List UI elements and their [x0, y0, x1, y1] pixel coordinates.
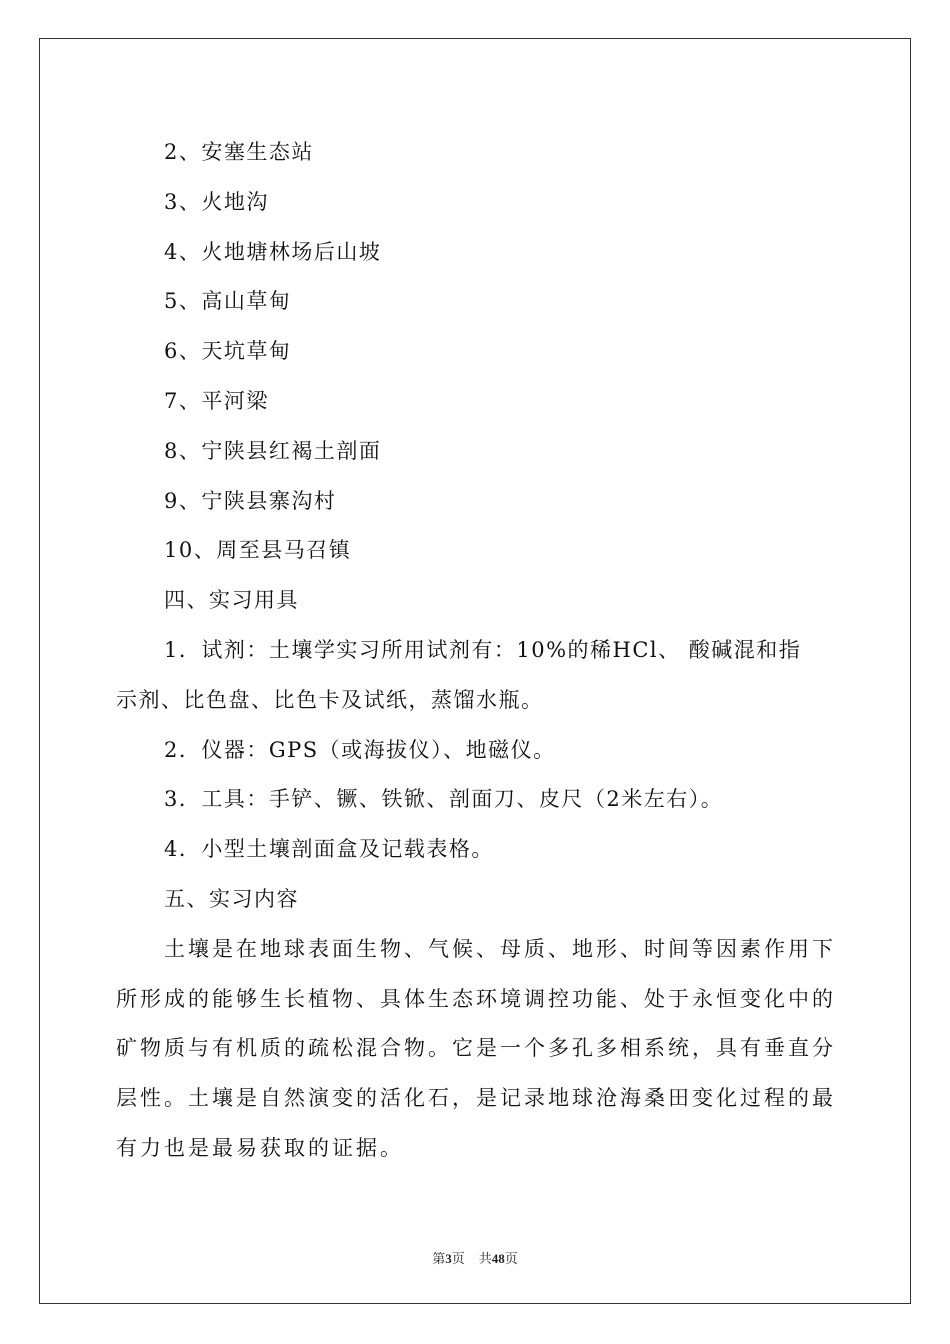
paragraph-line: 有力也是最易获取的证据。 [116, 1135, 404, 1160]
footer-total-prefix: 共 [478, 1251, 492, 1266]
tools-item-reagents: 1．试剂：土壤学实习所用试剂有：10%的稀HCl、 酸碱混和指 [164, 637, 802, 662]
list-item: 5、高山草甸 [164, 289, 292, 314]
tools-item-implements: 3．工具：手铲、镢、铁锨、剖面刀、皮尺（2米左右）。 [164, 787, 724, 812]
section-heading-content: 五、实习内容 [164, 886, 299, 911]
document-body [116, 128, 836, 1174]
list-item: 8、宁陕县红褐土剖面 [164, 438, 382, 463]
footer-total-suffix: 页 [504, 1251, 518, 1266]
footer-total-number: 48 [491, 1251, 505, 1266]
tools-item-instruments: 2．仪器：GPS（或海拔仪）、地磁仪。 [164, 737, 556, 762]
paragraph-line: 层性。土壤是自然演变的活化石，是记录地球沧海桑田变化过程的最 [116, 1086, 836, 1111]
list-item: 4、火地塘林场后山坡 [164, 239, 382, 264]
footer-page-suffix: 页 [451, 1251, 465, 1266]
list-item: 10、周至县马召镇 [164, 538, 352, 563]
list-item: 6、天坑草甸 [164, 339, 292, 364]
section-heading-tools: 四、实习用具 [164, 588, 299, 613]
paragraph-line: 矿物质与有机质的疏松混合物。它是一个多孔多相系统，具有垂直分 [116, 1036, 836, 1061]
list-item: 3、火地沟 [164, 189, 269, 214]
tools-item-profile-box: 4．小型土壤剖面盒及记载表格。 [164, 837, 494, 862]
paragraph-line: 所形成的能够生长植物、具体生态环境调控功能、处于永恒变化中的 [116, 986, 836, 1011]
footer-page-prefix: 第 [432, 1251, 446, 1266]
list-item: 9、宁陕县寨沟村 [164, 488, 337, 513]
list-item: 2、安塞生态站 [164, 140, 314, 164]
paragraph-line: 土壤是在地球表面生物、气候、母质、地形、时间等因素作用下 [164, 936, 836, 961]
footer-page-number: 3 [445, 1251, 452, 1266]
list-item: 7、平河梁 [164, 388, 269, 413]
page-footer [0, 1248, 950, 1267]
tools-item-reagents-continued: 示剂、比色盘、比色卡及试纸，蒸馏水瓶。 [116, 687, 544, 712]
